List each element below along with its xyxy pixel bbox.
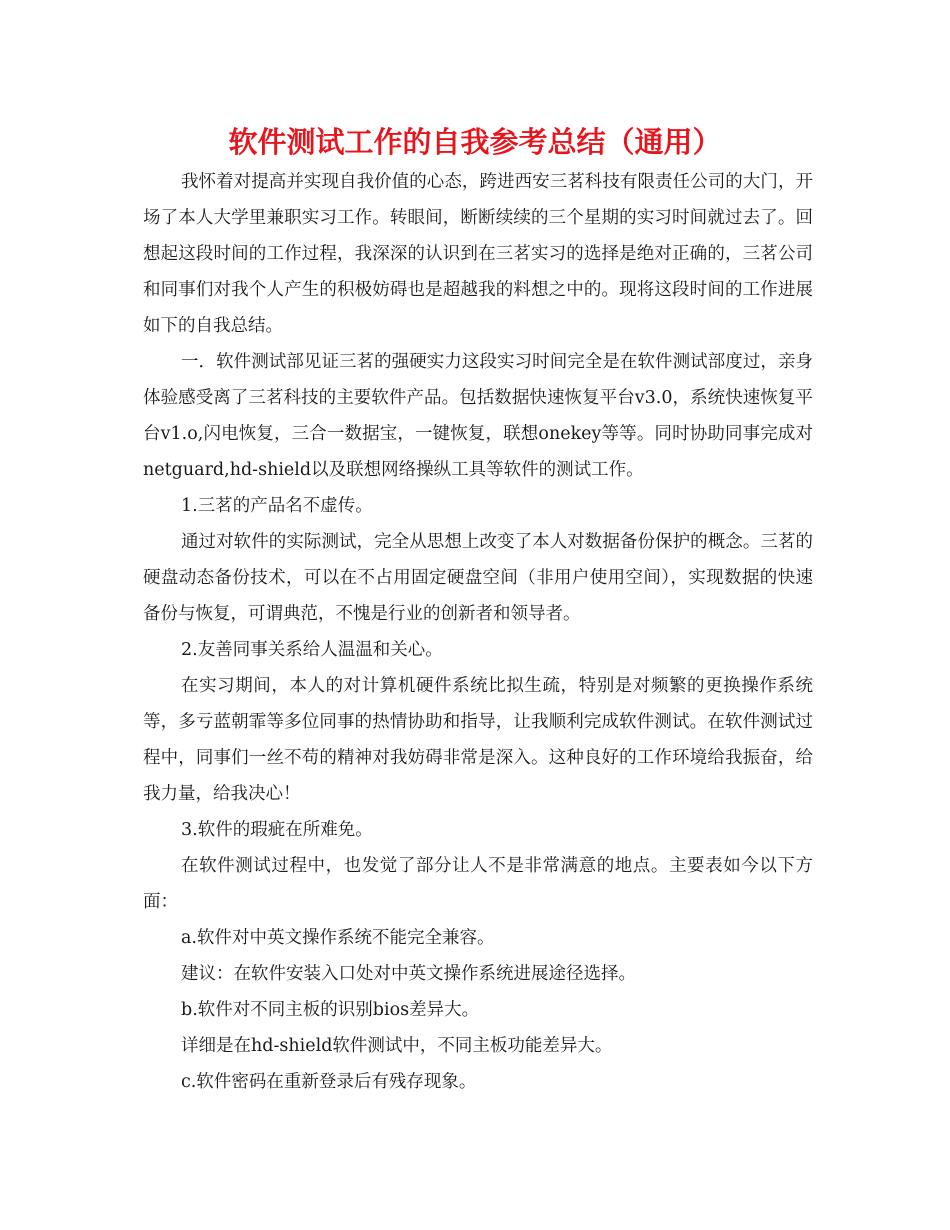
paragraph-point-2: 2.友善同事关系给人温温和关心。 xyxy=(181,640,443,660)
paragraph-section-one: 一．软件测试部见证三茗的强硬实力这段实习时间完全是在软件测试部度过，亲身体验感受离了三茗科技的主要软件产品。包括数据快速恢复平台v3.0，系统快速恢复平台v1.o,闪电恢复，三合一数据宝，一键恢复，联想onekey等等。同时协助同事完成对netguard,hd-shield以及联想网络操纵工具等软件的测试工作。 xyxy=(143,352,813,480)
paragraph-intro: 我怀着对提高并实现自我价值的心态，跨进西安三茗科技有限责任公司的大门，开场了本人大学里兼职实习工作。转眼间，断断续续的三个星期的实习时间就过去了。回想起这段时间的工作过程，我深深的认识到在三茗实习的选择是绝对正确的，三茗公司和同事们对我个人产生的积极妨碍也是超越我的料想之中的。现将这段时间的工作进展如下的自我总结。 xyxy=(143,172,813,336)
paragraph-point-1-detail: 通过对软件的实际测试，完全从思想上改变了本人对数据备份保护的概念。三茗的硬盘动态备份技术，可以在不占用固定硬盘空间（非用户使用空间），实现数据的快速备份与恢复，可谓典范，不愧是行业的创新者和领导者。 xyxy=(143,532,813,624)
paragraph-item-b: b.软件对不同主板的识别bios差异大。 xyxy=(181,1000,480,1020)
paragraph-point-3: 3.软件的瑕疵在所难免。 xyxy=(181,820,373,840)
document-body xyxy=(143,164,813,1100)
paragraph-point-1: 1.三茗的产品名不虚传。 xyxy=(181,496,373,516)
paragraph-point-2-detail: 在实习期间，本人的对计算机硬件系统比拟生疏，特别是对频繁的更换操作系统等，多亏蓝朝霏等多位同事的热情协助和指导，让我顺利完成软件测试。在软件测试过程中，同事们一丝不苟的精神对我妨碍非常是深入。这种良好的工作环境给我振奋，给我力量，给我决心！ xyxy=(143,676,813,804)
paragraph-item-b-detail: 详细是在hd-shield软件测试中，不同主板功能差异大。 xyxy=(181,1036,613,1056)
paragraph-item-c: c.软件密码在重新登录后有残存现象。 xyxy=(181,1072,477,1092)
paragraph-item-a: a.软件对中英文操作系统不能完全兼容。 xyxy=(181,928,495,948)
paragraph-suggestion: 建议：在软件安装入口处对中英文操作系统进展途径选择。 xyxy=(181,964,636,984)
paragraph-point-3-detail: 在软件测试过程中，也发觉了部分让人不是非常满意的地点。主要表如今以下方面： xyxy=(143,856,813,912)
document-title: 软件测试工作的自我参考总结（通用） xyxy=(228,125,722,159)
